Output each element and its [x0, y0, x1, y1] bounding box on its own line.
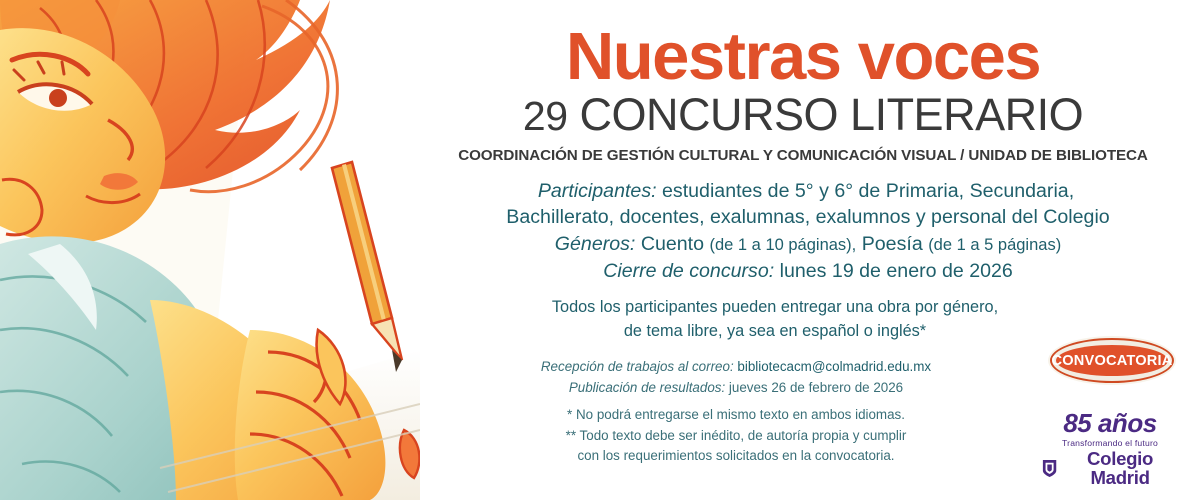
anniversary-tagline: Transformando el futuro — [1062, 438, 1158, 448]
contest-details — [420, 178, 1182, 285]
reception-label: Recepción de trabajos al correo: — [540, 359, 734, 375]
page-title: Nuestras voces — [565, 19, 1041, 94]
submission-note-line-1: Todos los participantes pueden entregar una obra por género, — [551, 298, 999, 317]
results-label: Publicación de resultados: — [568, 379, 726, 395]
colegio-madrid-logo — [1042, 408, 1178, 488]
asterisk-note-1: * No podrá entregarse el mismo texto en ambos idiomas. — [567, 407, 905, 423]
logo-institution-name: Colegio Madrid — [1087, 448, 1154, 488]
deadline-label: Cierre de concurso: — [603, 259, 775, 282]
asterisk-note-2-line-1: ** Todo texto debe ser inédito, de autoría propia y cumplir — [565, 427, 907, 443]
crest-icon — [1042, 458, 1057, 479]
badge-inner — [1051, 345, 1173, 376]
deadline-value: lunes 19 de enero de 2026 — [779, 259, 1013, 282]
deadline-line — [434, 258, 1182, 285]
contest-edition-number: 29 — [522, 92, 568, 139]
genres-label: Géneros: — [554, 232, 636, 255]
participants-value-1: estudiantes de 5° y 6° de Primaria, Secundaria, — [662, 179, 1075, 202]
convocatoria-badge[interactable] — [1050, 338, 1174, 383]
genre-2: Poesía — [861, 232, 923, 255]
anniversary-years: 85 años — [1063, 408, 1157, 438]
participants-label: Participantes: — [537, 179, 657, 202]
asterisk-note-2-line-2: con los requerimientos solicitados en la convocatoria. — [577, 447, 895, 463]
genre-1-detail: (de 1 a 10 páginas), — [709, 235, 857, 254]
submission-note-line-2: de tema libre, ya sea en español o inglés* — [623, 321, 927, 340]
contest-subtitle — [424, 88, 1182, 140]
participants-line-1 — [430, 178, 1182, 205]
genres-line — [434, 231, 1182, 258]
participants-value-2: Bachillerato, docentes, exalumnas, exalumnos y personal del Colegio — [506, 206, 1110, 229]
results-value: jueves 26 de febrero de 2026 — [728, 379, 904, 395]
results-line — [290, 378, 1182, 398]
reception-email[interactable]: bibliotecacm@colmadrid.edu.mx — [737, 359, 932, 375]
logo-name-row — [1042, 450, 1178, 487]
participants-line-2 — [434, 204, 1182, 231]
contest-subtitle-text: CONCURSO LITERARIO — [579, 88, 1084, 140]
reception-line — [290, 357, 1182, 377]
badge-label: CONVOCATORIA — [1051, 352, 1173, 369]
genre-2-detail: (de 1 a 5 páginas) — [928, 235, 1062, 254]
submission-note — [368, 296, 1182, 343]
genre-1: Cuento — [640, 232, 705, 255]
department-line: COORDINACIÓN DE GESTIÓN CULTURAL Y COMUNICACIÓN VISUAL / UNIDAD DE BIBLIOTECA — [458, 146, 1148, 164]
